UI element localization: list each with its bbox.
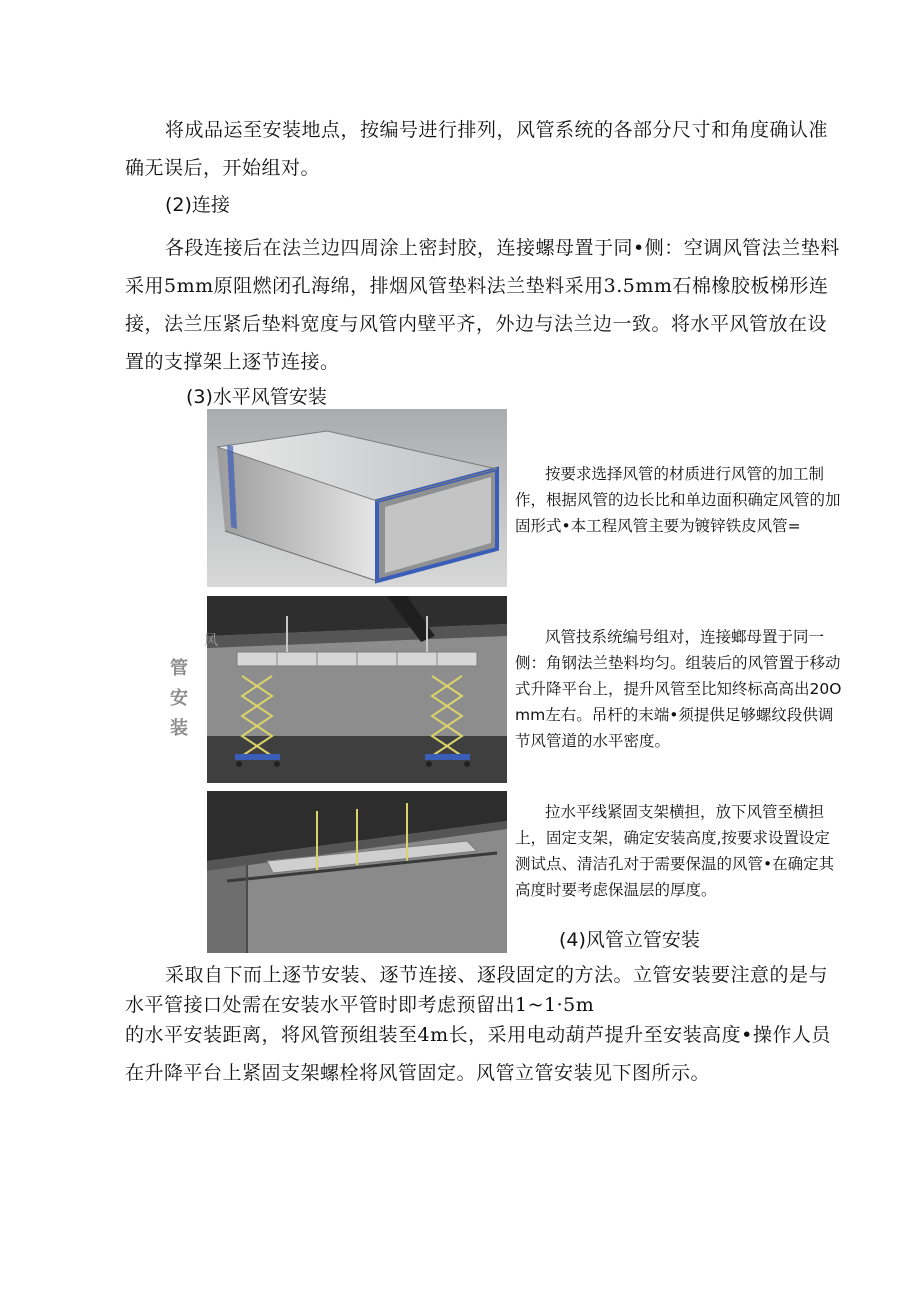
- paragraph-connect: 各段连接后在法兰边四周涂上密封胶，连接螺母置于同•侧：空调风管法兰垫料采用5mm原阻燃闭孔海绵，排烟风管垫料法兰垫料采用3.5mm石棉橡胶板梯形连接，法兰压紧后垫料宽度与风管内壁平齐，外边与法兰边一致。将水平风管放在设置的支撑架上逐节连接。: [125, 237, 840, 373]
- side-text-material: 按要求选择风管的材质进行风管的加工制作，根据风管的边长比和单边面积确定风管的加固形式•本工程风管主要为镀锌铁皮风管=: [515, 465, 841, 535]
- figure-lift-install: [207, 596, 507, 783]
- side-text-bracket: 拉水平线紧固支架横担，放下风管至横担上，固定支架，确定安装高度,按要求设置设定测试点、清洁孔对于需要保温的风管•在确定其高度时要考虑保温层的厚度。: [515, 803, 835, 899]
- paragraph-vertical-2: 的水平安装距离，将风管预组装至4m长，采用电动葫芦提升至安装高度•操作人员在升降平台上紧固支架螺栓将风管固定。风管立管安装见下图所示。: [125, 1024, 831, 1084]
- lift-install-image: [207, 596, 507, 783]
- heading-vertical-duct: (4)风管立管安装: [559, 929, 700, 951]
- paragraph-intro: 将成品运至安装地点，按编号进行排列，风管系统的各部分尺寸和角度确认准确无误后，开始组对。: [125, 119, 829, 179]
- figure-bracket-fix: [207, 791, 507, 953]
- side-text-assembly: 风管技系统编号组对，连接螂母置于同一侧：角钢法兰垫料均匀。组装后的风管置于移动式升降平台上，提升风管至比知终标高高出20Omm左右。吊杆的末端•须提供足够螺纹段供调节风管道的水平密度。: [515, 628, 842, 750]
- bracket-fix-image: [207, 791, 507, 953]
- heading-horizontal-duct: (3)水平风管安装: [186, 386, 327, 408]
- figure-duct-render: [207, 409, 507, 587]
- figure-side-label: 管安装: [170, 658, 188, 739]
- paragraph-vertical-1: 采取自下而上逐节安装、逐节连接、逐段固定的方法。立管安装要注意的是与水平管接口处需在安装水平管时即考虑预留出1~1·5m: [125, 964, 829, 1016]
- duct-render-image: [207, 409, 507, 587]
- heading-connect: (2)连接: [165, 194, 230, 216]
- figure-label-small: 风: [204, 633, 218, 649]
